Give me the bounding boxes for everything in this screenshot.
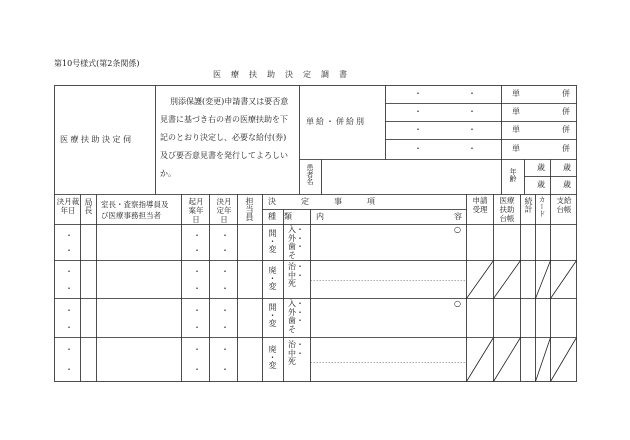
row3-type bbox=[285, 300, 309, 334]
request-text-line1: 別添保護(変更)申請書又は要否意 bbox=[170, 97, 289, 106]
row4-kind: 廃・変 bbox=[268, 345, 277, 369]
sc-single-1: 単 bbox=[512, 89, 520, 98]
row1-type bbox=[285, 226, 309, 260]
sc-combined-4: 併 bbox=[562, 144, 570, 153]
draft-date-text: 起月案年日 bbox=[188, 197, 204, 224]
application-receipt-text: 申請受理 bbox=[472, 196, 488, 214]
row3-type-text: 入・外・歯・そ bbox=[288, 299, 304, 334]
sc-dot-8: ・ bbox=[468, 144, 476, 153]
decision-matters-header: 決 定 事 項 bbox=[268, 197, 378, 206]
sc-single-2: 単 bbox=[512, 107, 520, 116]
row3-fix-dot-b: ・ bbox=[221, 323, 229, 332]
payment-text: 支給台帳 bbox=[556, 196, 572, 214]
payment-header bbox=[553, 196, 575, 214]
row3-draft-dot-a: ・ bbox=[193, 306, 201, 315]
patient-name-label: 患者名 bbox=[306, 164, 314, 185]
content-end-header: 容 bbox=[454, 212, 462, 221]
age-label: 年齢 bbox=[509, 168, 517, 182]
row2-decision-dot-b: ・ bbox=[65, 284, 73, 293]
card-header: カード bbox=[538, 196, 546, 217]
sc-dot-3: ・ bbox=[414, 107, 422, 116]
supervisors-header-line2: び医療事務担当者 bbox=[101, 211, 161, 220]
ledger-check-text: 医療扶助台帳 bbox=[499, 196, 515, 223]
row2-fix-dot-b: ・ bbox=[221, 284, 229, 293]
decision-date-text: 決月裁年日 bbox=[56, 197, 80, 215]
row2-kind: 廃・変 bbox=[268, 266, 277, 290]
request-text-line3: 記のとおり決定し、必要な給付(券) bbox=[160, 133, 287, 142]
row1-draft-dot-a: ・ bbox=[193, 231, 201, 240]
age-unit-1: 歳 bbox=[537, 163, 545, 172]
row4-draft-dot-a: ・ bbox=[193, 345, 201, 354]
sc-combined-1: 併 bbox=[562, 89, 570, 98]
request-text-line5: か。 bbox=[160, 169, 176, 178]
row2-fix-dot-a: ・ bbox=[221, 267, 229, 276]
sc-combined-3: 併 bbox=[562, 125, 570, 134]
row3-fix-dot-a: ・ bbox=[221, 306, 229, 315]
row1-circle: ○ bbox=[454, 225, 461, 234]
sc-dot-2: ・ bbox=[468, 89, 476, 98]
sc-dot-6: ・ bbox=[468, 125, 476, 134]
content-header: 内 bbox=[316, 212, 324, 221]
row4-type-text: 治・中・死 bbox=[288, 340, 304, 366]
ledger-check-header bbox=[495, 196, 519, 223]
row1-decision-dot-b: ・ bbox=[65, 246, 73, 255]
sc-dot-1: ・ bbox=[414, 89, 422, 98]
row4-fix-dot-b: ・ bbox=[221, 365, 229, 374]
form-number: 第10号様式(第2条関係) bbox=[54, 59, 140, 68]
person-in-charge-header: 担当員 bbox=[245, 197, 254, 221]
kind-header: 種 類 bbox=[268, 212, 292, 221]
decision-date-header bbox=[56, 197, 80, 215]
sc-dot-5: ・ bbox=[414, 125, 422, 134]
form-title: 医 療 扶 助 決 定 調 書 bbox=[213, 70, 348, 79]
request-text-line2: 見書に基づき右の者の医療扶助を下 bbox=[160, 115, 288, 124]
row3-decision-dot-b: ・ bbox=[65, 323, 73, 332]
chief-header: 局長 bbox=[84, 198, 93, 214]
row4-decision-dot-b: ・ bbox=[65, 365, 73, 374]
sc-dot-7: ・ bbox=[414, 144, 422, 153]
request-text-line4: 及び要否意見書を発行してよろしい bbox=[160, 151, 288, 160]
row1-decision-dot-a: ・ bbox=[65, 231, 73, 240]
draft-date-header bbox=[183, 197, 209, 224]
row1-kind: 開・変 bbox=[268, 229, 277, 253]
row4-decision-dot-a: ・ bbox=[65, 345, 73, 354]
row2-draft-dot-b: ・ bbox=[193, 284, 201, 293]
row2-decision-dot-a: ・ bbox=[65, 267, 73, 276]
sc-combined-2: 併 bbox=[562, 107, 570, 116]
issue-type-label: 単給・併給別 bbox=[306, 117, 366, 126]
application-receipt-header bbox=[468, 196, 492, 214]
row2-draft-dot-a: ・ bbox=[193, 267, 201, 276]
row1-fix-dot-a: ・ bbox=[221, 231, 229, 240]
fix-date-text: 決月定年日 bbox=[216, 197, 232, 224]
fix-date-header bbox=[211, 197, 237, 224]
row4-draft-dot-b: ・ bbox=[193, 365, 201, 374]
row3-draft-dot-b: ・ bbox=[193, 323, 201, 332]
medical-aid-decision-label: 医療扶助決定伺 bbox=[60, 135, 134, 144]
row2-type bbox=[285, 263, 309, 289]
row1-draft-dot-b: ・ bbox=[193, 246, 201, 255]
age-unit-2: 歳 bbox=[563, 163, 571, 172]
row1-fix-dot-b: ・ bbox=[221, 246, 229, 255]
row3-kind: 開・変 bbox=[268, 303, 277, 327]
row4-fix-dot-a: ・ bbox=[221, 345, 229, 354]
age-unit-3: 歳 bbox=[537, 180, 545, 189]
row3-decision-dot-a: ・ bbox=[65, 306, 73, 315]
row3-circle: ○ bbox=[454, 299, 461, 308]
sc-single-3: 単 bbox=[512, 125, 520, 134]
supervisors-header-line1: 室長・査察指導員及 bbox=[101, 200, 169, 209]
age-unit-4: 歳 bbox=[563, 180, 571, 189]
sc-single-4: 単 bbox=[512, 144, 520, 153]
card-count-header: 続計 bbox=[524, 197, 533, 213]
row4-type bbox=[285, 341, 309, 367]
row2-type-text: 治・中・死 bbox=[288, 262, 304, 288]
row1-type-text: 入・外・歯・そ bbox=[288, 225, 304, 260]
sc-dot-4: ・ bbox=[468, 107, 476, 116]
